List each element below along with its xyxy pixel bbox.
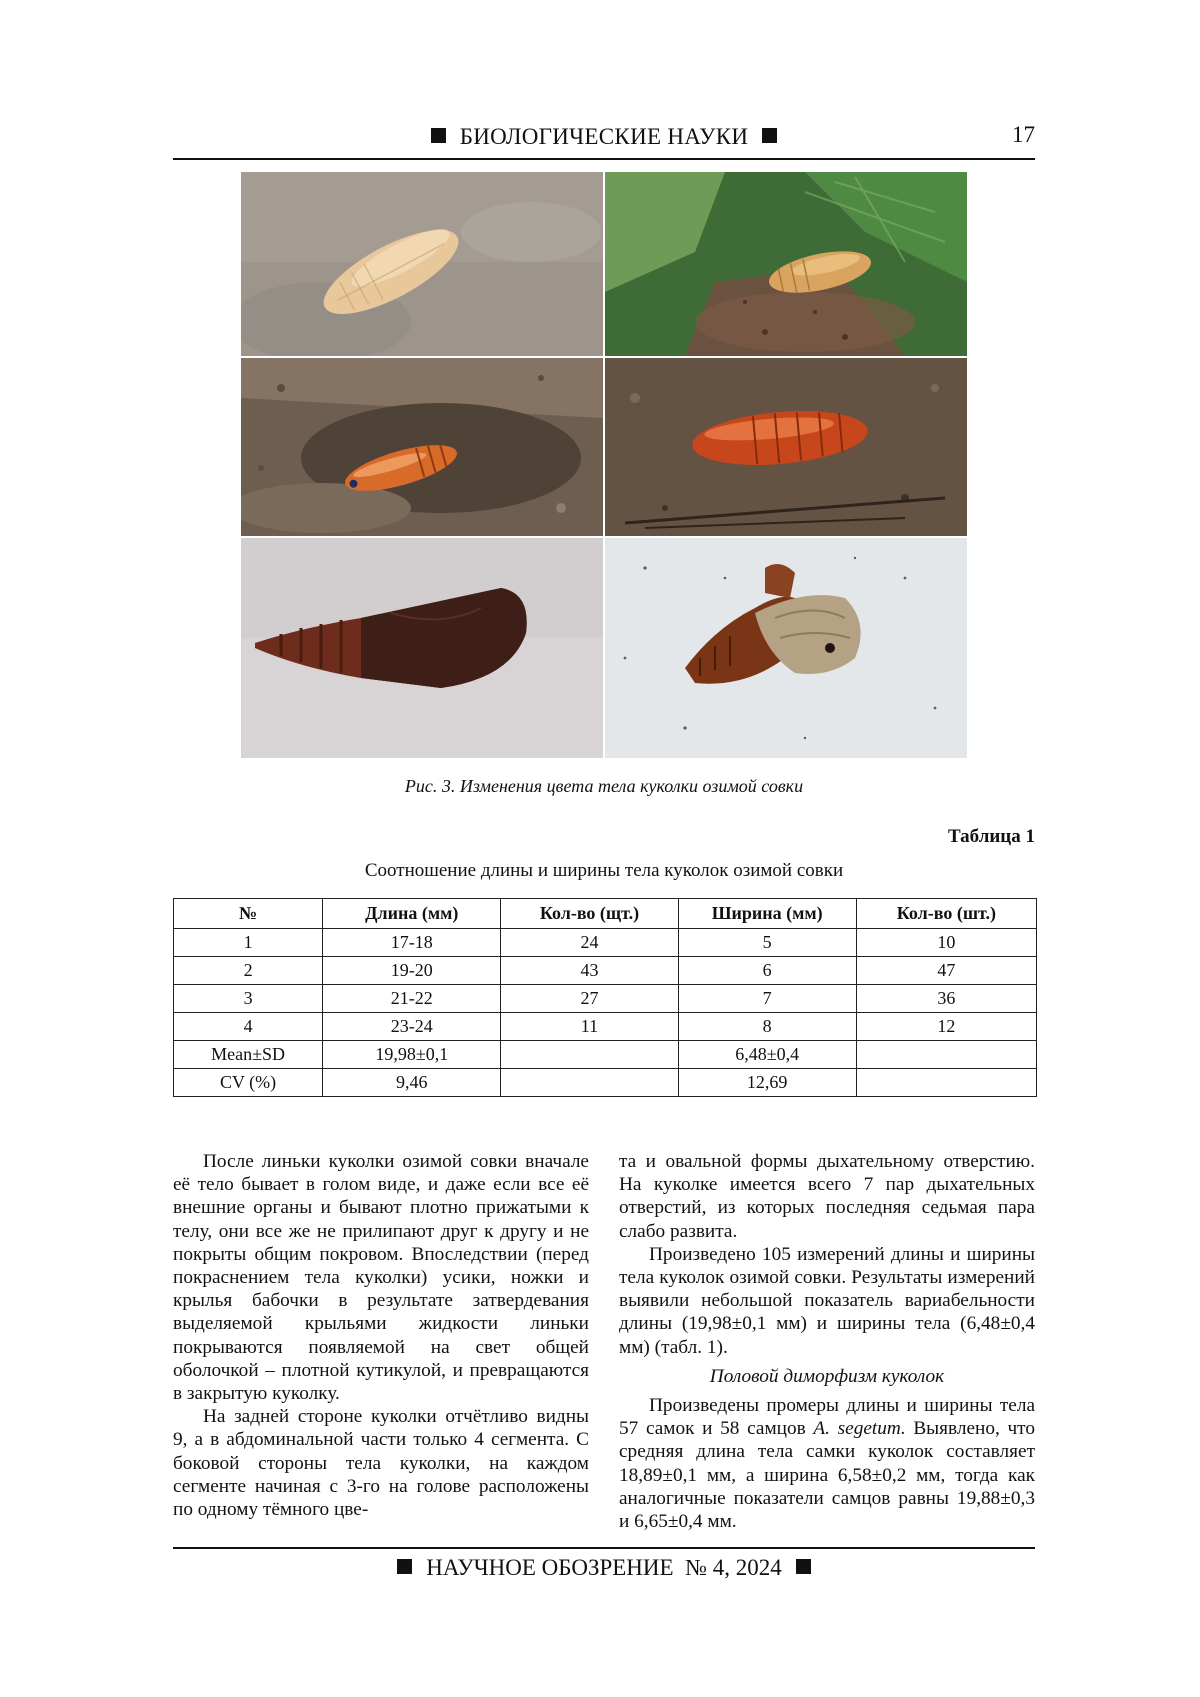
table-row-cv: [174, 1069, 1037, 1097]
table-number: Таблица 1: [947, 826, 1035, 847]
body-column-right: [619, 1150, 1035, 1533]
paragraph-text: Произведены промеры длины и ширины тела 57 самок и 58 самцов: [619, 1395, 1035, 1440]
table-cell: 23-24: [323, 1013, 501, 1041]
table-cell: 12,69: [678, 1069, 856, 1097]
table-cell: [856, 1041, 1036, 1069]
table-row: [174, 929, 1037, 957]
square-bullet-icon: [762, 128, 777, 143]
table-cell: 9,46: [323, 1069, 501, 1097]
table-cell: 17-18: [323, 929, 501, 957]
square-bullet-icon: [796, 1559, 811, 1574]
paragraph: После линьки куколки озимой совки вначале её тело бывает в голом виде, и даже если все её внешние органы и бывают плотно прижатыми к телу, они все же не прилипают друг к другу и не покрыты общим покровом. Впоследствии (перед покраснением тела куколки) усики, ножки и крылья бабочки в результате затвердевания выделяемой крыльями жидкости линьки покрываются появляемой на свет общей оболочкой – плотной кутикулой, и превращаются в закрытую куколку.: [173, 1151, 589, 1405]
table-cell: 3: [174, 985, 323, 1013]
table-cell: [501, 1041, 678, 1069]
running-header: [173, 118, 1035, 160]
table-cell: 6,48±0,4: [678, 1041, 856, 1069]
header-number: №: [174, 899, 323, 929]
photo-pupa-on-leaf: [605, 172, 967, 356]
table-cell: CV (%): [174, 1069, 323, 1097]
header-width: Ширина (мм): [678, 899, 856, 929]
paragraph: На задней стороне куколки отчётливо видны 9, а в абдоминальной части только 4 сегмента. С боковой стороны тела куколки, на каждом сегменте начиная с 3-го на голове расположены по одному тёмного цве-: [173, 1406, 589, 1521]
photo-orange-pupa-in-soil: [241, 358, 603, 536]
table-cell: 10: [856, 929, 1036, 957]
table-cell: 19,98±0,1: [323, 1041, 501, 1069]
header-width-count: Кол-во (шт.): [856, 899, 1036, 929]
table-cell: 7: [678, 985, 856, 1013]
table-row: [174, 957, 1037, 985]
square-bullet-icon: [397, 1559, 412, 1574]
paragraph-text: Выявлено, что средняя длина тела самки куколок составляет 18,89±0,1 мм, а ширина 6,58±0,2 мм, тогда как аналогичные показатели самцов равны 19,88±0,3 и 6,65±0,4 мм.: [619, 1418, 1035, 1533]
photo-pale-pupa-soil: [241, 172, 603, 356]
section-title: [173, 124, 1035, 150]
table-cell: 27: [501, 985, 678, 1013]
issue-number: № 4, 2024: [685, 1555, 782, 1580]
table-cell: 5: [678, 929, 856, 957]
table-row-mean: [174, 1041, 1037, 1069]
table-cell: 36: [856, 985, 1036, 1013]
table-cell: [856, 1069, 1036, 1097]
subheading: Половой диморфизм куколок: [709, 1365, 945, 1387]
figure-photo-grid: [241, 172, 967, 758]
measurements-table: [173, 898, 1037, 1097]
table-cell: 43: [501, 957, 678, 985]
table-row: [174, 1013, 1037, 1041]
photo-empty-pupal-case: [605, 538, 967, 758]
table-cell: 47: [856, 957, 1036, 985]
paragraph-continued: та и овальной формы дыхательному отверстию. На куколке имеется всего 7 пар дыхательных отверстий, из которых последняя седьмая пара слабо развита.: [619, 1151, 1035, 1242]
section-name: БИОЛОГИЧЕСКИЕ НАУКИ: [459, 124, 749, 149]
page-number: 17: [1012, 122, 1035, 147]
table-cell: 1: [174, 929, 323, 957]
paragraph: [619, 1394, 1035, 1533]
figure-caption: Рис. 3. Изменения цвета тела куколки озимой совки: [404, 776, 804, 796]
table-cell: 19-20: [323, 957, 501, 985]
square-bullet-icon: [431, 128, 446, 143]
table-cell: 8: [678, 1013, 856, 1041]
table-cell: [501, 1069, 678, 1097]
body-column-left: [173, 1150, 589, 1521]
table-cell: 11: [501, 1013, 678, 1041]
header-length-count: Кол-во (щт.): [501, 899, 678, 929]
journal-name: НАУЧНОЕ ОБОЗРЕНИЕ: [426, 1555, 674, 1580]
paragraph: Произведено 105 измерений длины и ширины тела куколок озимой совки. Результаты измерений выявили небольшой показатель вариабельности длины (19,98±0,1 мм) и ширины тела (6,48±0,4 мм) (табл. 1).: [619, 1243, 1035, 1358]
table-title: Соотношение длины и ширины тела куколок озимой совки: [364, 860, 844, 881]
table-cell: 2: [174, 957, 323, 985]
table-cell: 21-22: [323, 985, 501, 1013]
photo-brown-pupa-white-bg: [241, 538, 603, 758]
table-cell: Mean±SD: [174, 1041, 323, 1069]
table-cell: 6: [678, 957, 856, 985]
table-row: [174, 985, 1037, 1013]
header-length: Длина (мм): [323, 899, 501, 929]
photo-red-pupa-soil: [605, 358, 967, 536]
running-footer: [173, 1547, 1035, 1581]
table-cell: 24: [501, 929, 678, 957]
table-cell: 4: [174, 1013, 323, 1041]
table-header-row: [174, 899, 1037, 929]
species-name: A. segetum.: [813, 1418, 906, 1440]
table-cell: 12: [856, 1013, 1036, 1041]
